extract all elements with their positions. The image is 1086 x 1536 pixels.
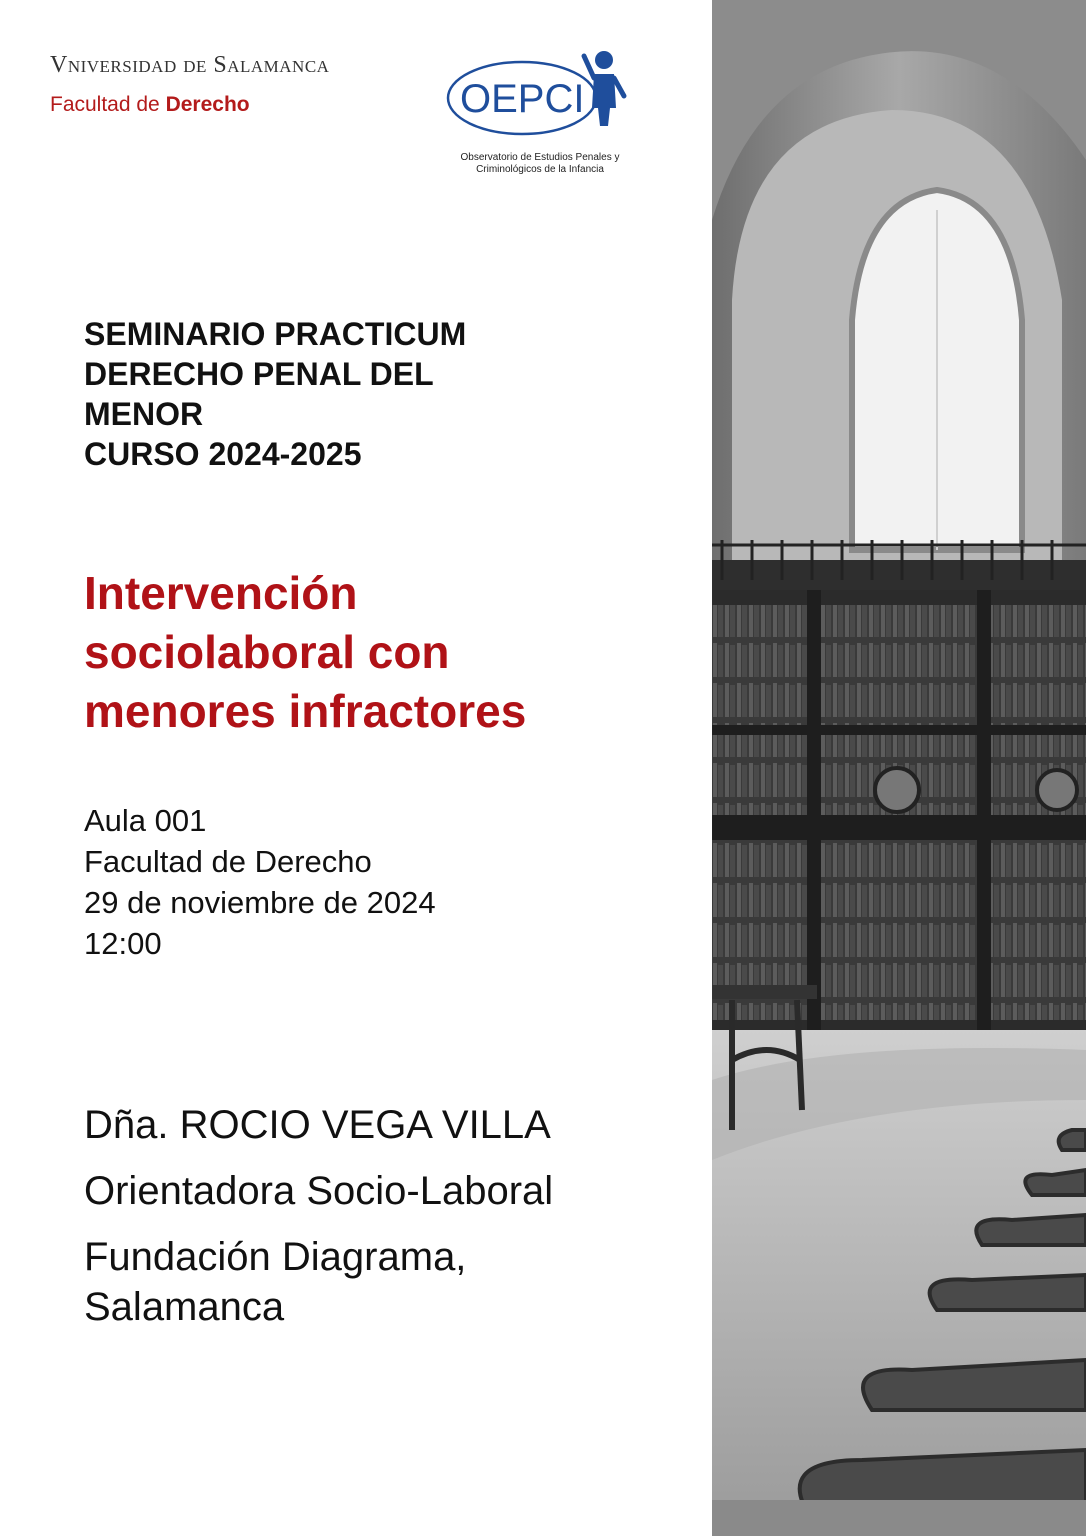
oepci-caption-line2: Criminológicos de la Infancia <box>476 164 604 175</box>
faculty-bold: Derecho <box>165 93 250 116</box>
seminar-line1: SEMINARIO PRACTICUM <box>84 316 467 352</box>
seminar-line4: CURSO 2024-2025 <box>84 436 362 472</box>
university-name: Vniversidad de Salamanca <box>50 52 330 78</box>
faculty-prefix: Facultad de <box>50 93 166 116</box>
seminar-line2: DERECHO PENAL DEL <box>84 356 434 392</box>
seminar-heading <box>84 314 684 474</box>
talk-title-line2: sociolaboral con <box>84 626 450 678</box>
talk-title <box>84 564 684 741</box>
oepci-logo-text: OEPCI <box>460 77 585 121</box>
talk-title-line1: Intervención <box>84 567 358 619</box>
event-time: 12:00 <box>84 926 162 961</box>
speaker-role: Orientadora Socio-Laboral <box>84 1169 554 1213</box>
faculty-name <box>50 93 250 117</box>
child-figure-icon <box>584 51 624 126</box>
speaker-org-line2: Salamanca <box>84 1285 285 1329</box>
library-photo-illustration <box>712 0 1086 1536</box>
event-room: Aula 001 <box>84 803 207 838</box>
talk-title-line3: menores infractores <box>84 685 527 737</box>
oepci-logo <box>444 48 634 148</box>
oepci-caption-line1: Observatorio de Estudios Penales y <box>460 152 620 163</box>
speaker-block <box>84 1100 694 1332</box>
oepci-caption <box>440 152 640 176</box>
speaker-name: Dña. ROCIO VEGA VILLA <box>84 1103 551 1147</box>
event-venue: Facultad de Derecho <box>84 844 372 879</box>
seminar-line3: MENOR <box>84 396 204 432</box>
speaker-org-line1: Fundación Diagrama, <box>84 1235 467 1279</box>
library-interior-photo <box>712 0 1086 1536</box>
event-date: 29 de noviembre de 2024 <box>84 885 436 920</box>
event-details <box>84 800 684 964</box>
